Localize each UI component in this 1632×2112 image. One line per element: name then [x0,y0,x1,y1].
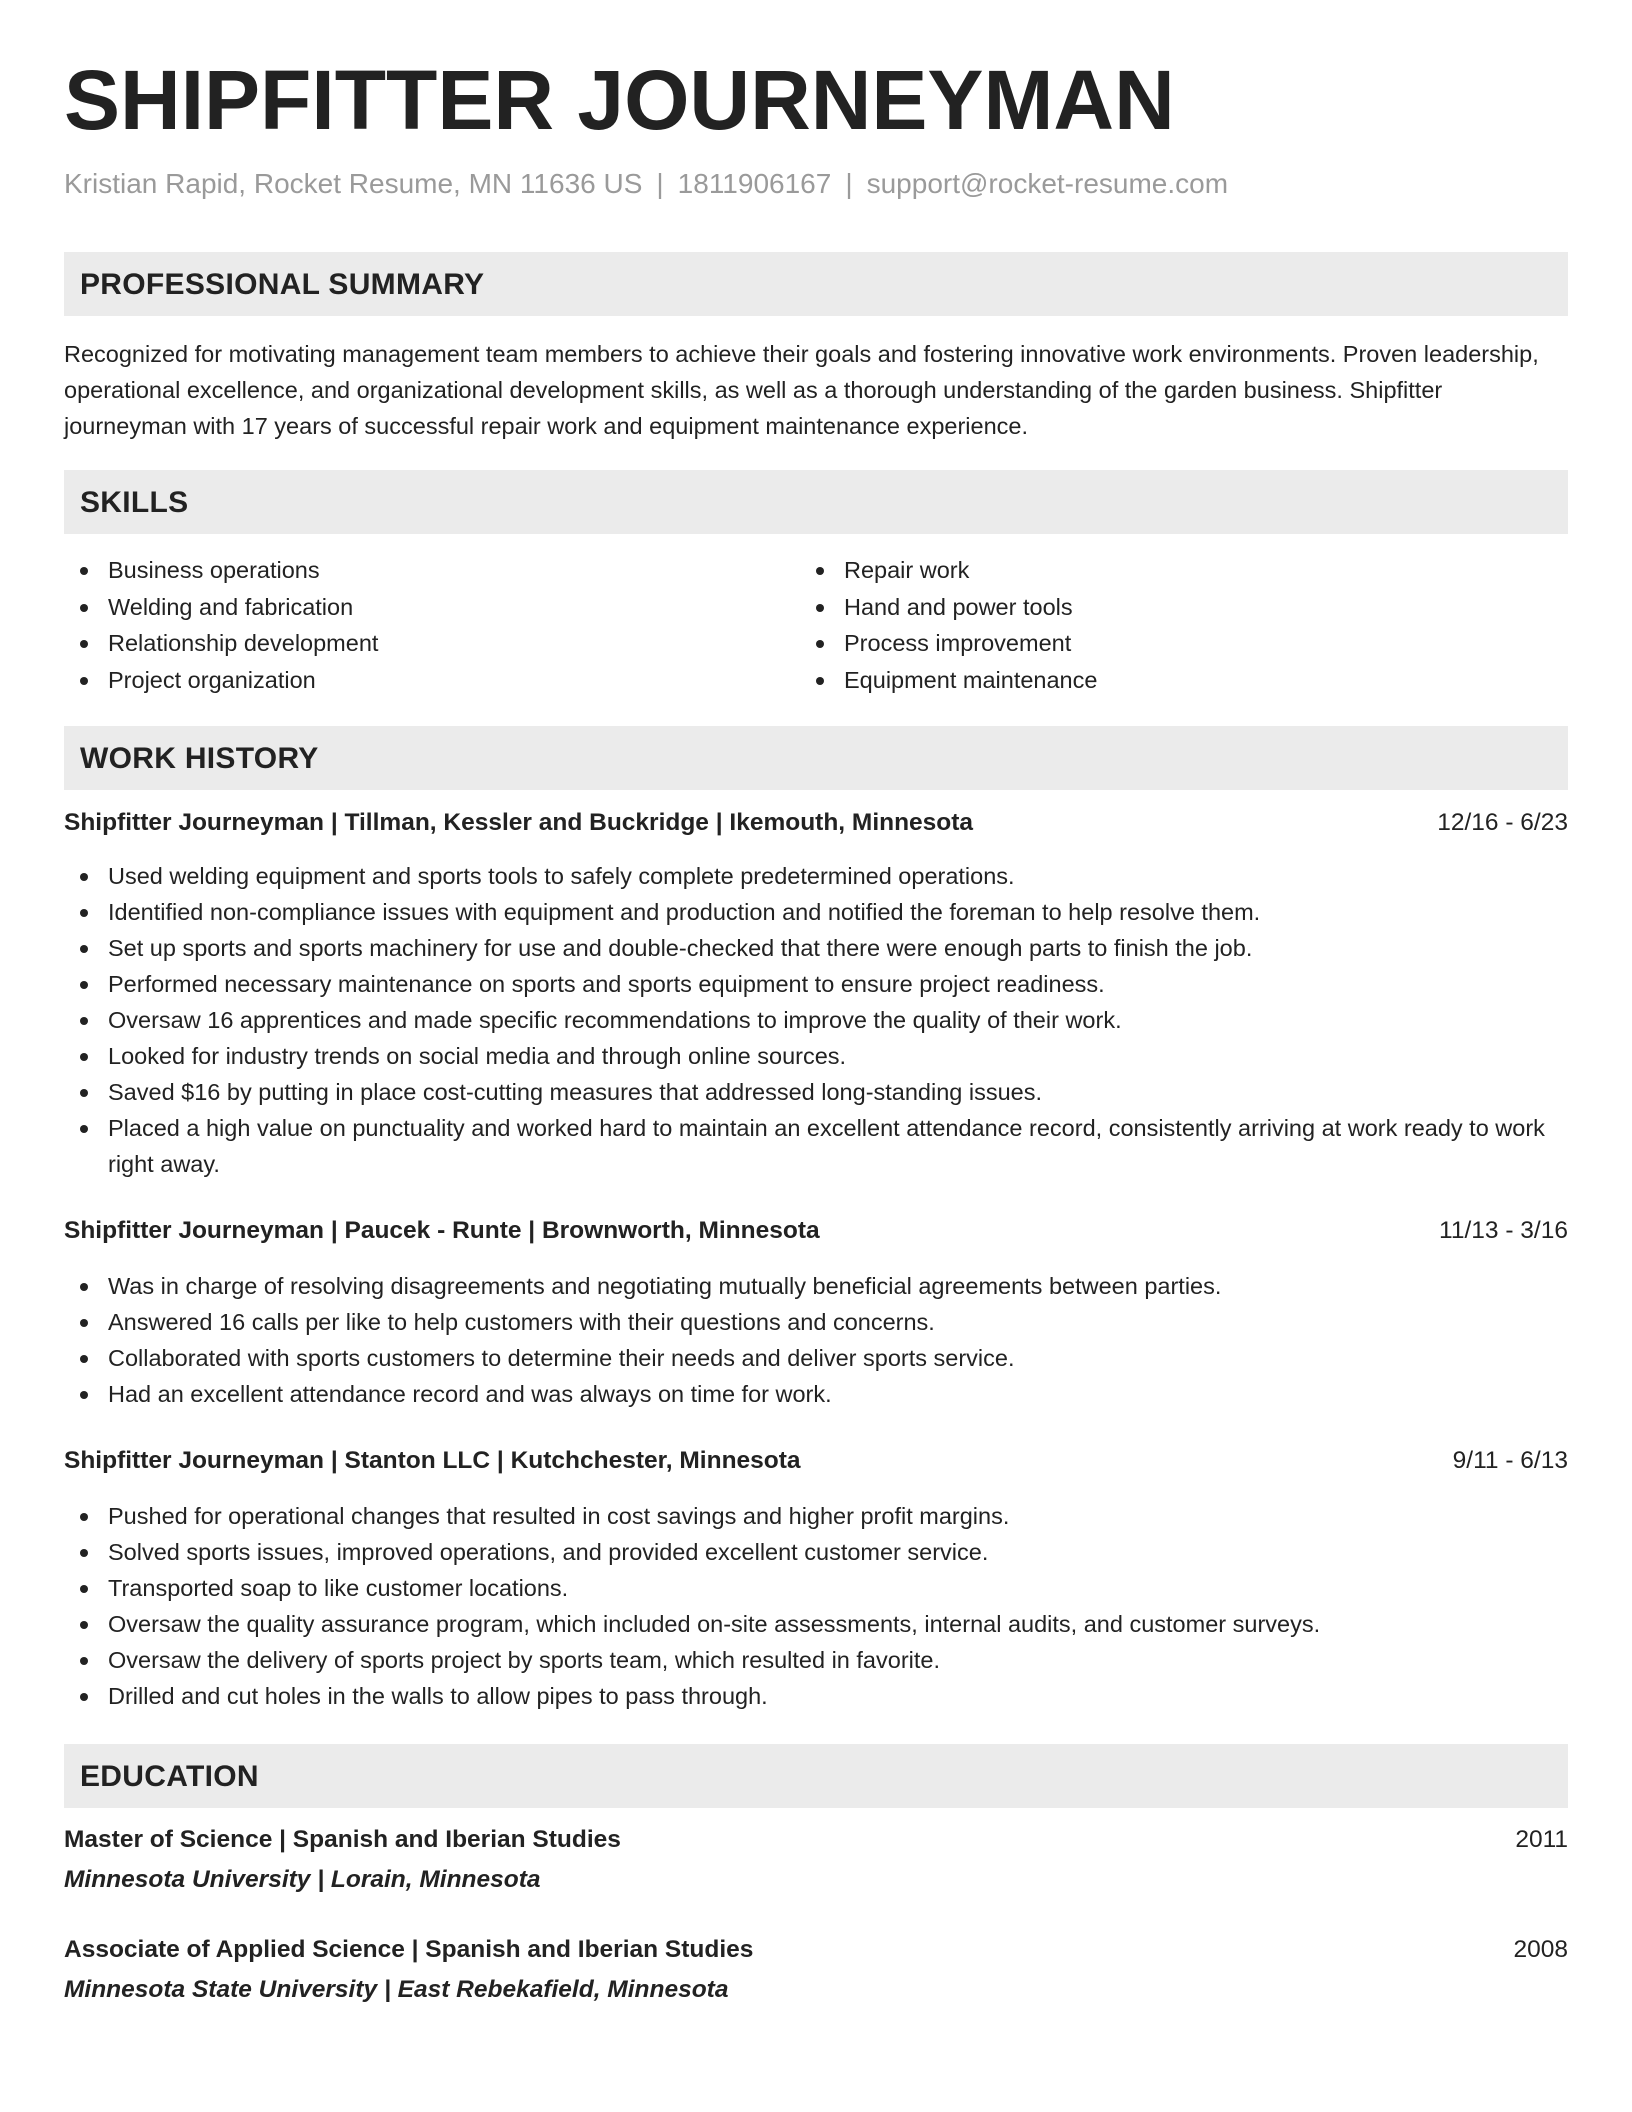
education-degree: Master of Science | Spanish and Iberian Studies [64,1826,621,1853]
skills-heading: SKILLS [80,486,189,519]
skill-item: Welding and fabrication [64,589,378,626]
skill-item: Relationship development [64,625,378,662]
job-bullets [64,1498,1568,1714]
work-heading: WORK HISTORY [80,742,319,775]
contact-address: Kristian Rapid, Rocket Resume, MN 11636 US [64,168,643,199]
skill-item: Process improvement [800,625,1097,662]
job-bullet: Saved $16 by putting in place cost-cutting measures that addressed long-standing issues. [64,1074,1568,1110]
skills-list-right [800,552,1097,698]
summary-text: Recognized for motivating management team members to achieve their goals and fostering innovative work environments. Proven leadership, operational excellence, and organizational development skills, as well as a thorough understanding of the garden business. Shipfitter journeyman with 17 years of successful repair work and equipment maintenance experience. [64,341,1539,439]
job-bullet: Placed a high value on punctuality and worked hard to maintain an excellent attendance record, consistently arriving at work ready to work right away. [64,1110,1568,1182]
skill-item: Equipment maintenance [800,662,1097,699]
job-dates: 9/11 - 6/13 [1452,1447,1568,1474]
education-school: Minnesota University | Lorain, Minnesota [64,1866,541,1893]
job-bullet: Answered 16 calls per like to help customers with their questions and concerns. [64,1304,1568,1340]
job-bullet: Performed necessary maintenance on sports and sports equipment to ensure project readiness. [64,966,1568,1002]
job-bullet: Used welding equipment and sports tools to safely complete predetermined operations. [64,858,1568,894]
job-bullet: Was in charge of resolving disagreements and negotiating mutually beneficial agreements between parties. [64,1268,1568,1304]
summary-section-header [64,252,1568,316]
job-bullet: Collaborated with sports customers to determine their needs and deliver sports service. [64,1340,1568,1376]
education-section-header [64,1744,1568,1808]
job-title: Shipfitter Journeyman | Stanton LLC | Kutchchester, Minnesota [64,1447,801,1474]
skill-item: Repair work [800,552,1097,589]
job-bullet: Set up sports and sports machinery for use and double-checked that there were enough parts to finish the job. [64,930,1568,966]
job-bullet: Looked for industry trends on social media and through online sources. [64,1038,1568,1074]
education-year: 2011 [1515,1826,1568,1853]
skills-section-header [64,470,1568,534]
education-heading: EDUCATION [80,1760,259,1793]
contact-email: support@rocket-resume.com [866,168,1229,199]
job-dates: 12/16 - 6/23 [1437,809,1568,836]
job-dates: 11/13 - 3/16 [1439,1217,1568,1244]
job-bullet: Solved sports issues, improved operations, and provided excellent customer service. [64,1534,1568,1570]
skills-list-left [64,552,378,698]
resume-name: SHIPFITTER JOURNEYMAN [64,53,1175,147]
skill-item: Business operations [64,552,378,589]
education-degree: Associate of Applied Science | Spanish and Iberian Studies [64,1936,754,1963]
contact-separator: | [845,168,853,199]
job-bullet: Oversaw the quality assurance program, which included on-site assessments, internal audits, and customer surveys. [64,1606,1568,1642]
job-bullet: Transported soap to like customer locations. [64,1570,1568,1606]
job-bullet: Oversaw the delivery of sports project by sports team, which resulted in favorite. [64,1642,1568,1678]
skill-item: Hand and power tools [800,589,1097,626]
job-title: Shipfitter Journeyman | Paucek - Runte | Brownworth, Minnesota [64,1217,820,1244]
job-bullet: Drilled and cut holes in the walls to allow pipes to pass through. [64,1678,1568,1714]
job-bullet: Oversaw 16 apprentices and made specific recommendations to improve the quality of their work. [64,1002,1568,1038]
skill-item: Project organization [64,662,378,699]
summary-heading: PROFESSIONAL SUMMARY [80,268,485,301]
job-bullet: Pushed for operational changes that resulted in cost savings and higher profit margins. [64,1498,1568,1534]
education-year: 2008 [1513,1936,1568,1963]
job-bullets [64,1268,1568,1412]
job-bullet: Identified non-compliance issues with equipment and production and notified the foreman to help resolve them. [64,894,1568,930]
job-title: Shipfitter Journeyman | Tillman, Kessler and Buckridge | Ikemouth, Minnesota [64,809,974,836]
contact-line [64,168,1228,200]
work-section-header [64,726,1568,790]
job-bullets [64,858,1568,1182]
contact-separator: | [656,168,664,199]
contact-phone: 1811906167 [677,168,832,199]
job-bullet: Had an excellent attendance record and was always on time for work. [64,1376,1568,1412]
education-school: Minnesota State University | East Rebekafield, Minnesota [64,1976,729,2003]
